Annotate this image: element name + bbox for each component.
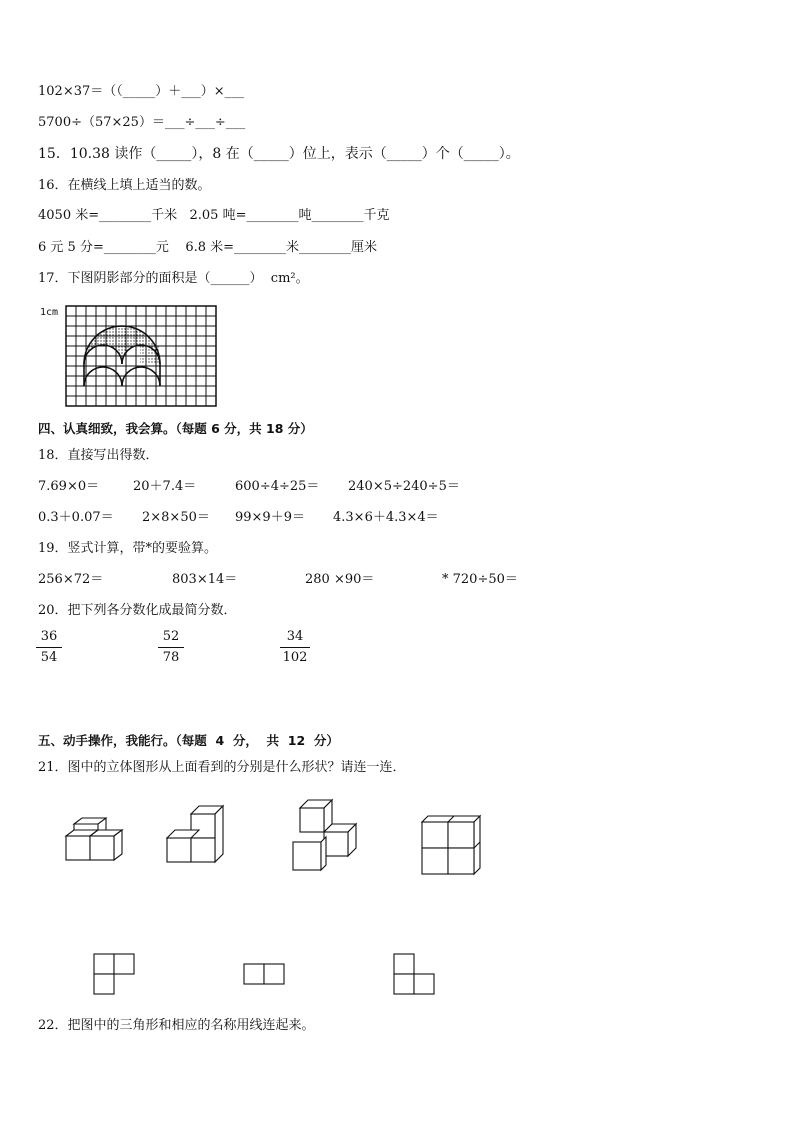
q18-r2-c2: 2×8×50＝ — [142, 510, 210, 525]
shaded-area-grid-figure — [64, 304, 224, 408]
fraction-3-numerator: 34 — [286, 629, 304, 644]
q21-title: 21．图中的立体图形从上面看到的分别是什么形状？请连一连． — [38, 760, 406, 775]
fraction-3 — [280, 628, 310, 667]
q18-r2-c1: 0.3＋0.07＝ — [38, 510, 114, 525]
q14-line2: 5700÷（57×25）＝___÷___÷___ — [38, 115, 246, 130]
fraction-bar — [158, 647, 184, 648]
q19-title: 19．竖式计算，带*的要验算。 — [38, 541, 218, 556]
top-view-1 — [93, 953, 137, 997]
solid-figure-3 — [290, 800, 365, 870]
q20-title: 20．把下列各分数化成最简分数． — [38, 603, 237, 618]
solid-figure-2 — [163, 804, 233, 870]
q14-line1: 102×37＝（（_____）＋___）×___ — [38, 84, 245, 99]
q18-r1-c1: 7.69×0＝ — [38, 479, 100, 494]
q15-text: 15．10.38 读作（_____），8 在（_____）位上，表示（_____）个（_____）。 — [38, 146, 520, 162]
q18-r1-c3: 600÷4÷25＝ — [235, 479, 320, 494]
q18-r1-c4: 240×5÷240÷5＝ — [348, 479, 460, 494]
fraction-1-numerator: 36 — [40, 629, 58, 644]
fraction-bar — [36, 647, 62, 648]
q16-title: 16．在横线上填上适当的数。 — [38, 178, 211, 193]
q19-item-1: 256×72＝ — [38, 572, 104, 587]
fraction-1-denominator: 54 — [40, 650, 58, 665]
q18-r2-c3: 99×9＋9＝ — [235, 510, 305, 525]
top-view-2 — [243, 963, 287, 987]
fraction-2-denominator: 78 — [162, 650, 180, 665]
grid-lines — [66, 306, 216, 406]
q16-line2: 6 元 5 分=________元 6.8 米=________米________厘米 — [38, 240, 378, 255]
q19-item-2: 803×14＝ — [172, 572, 238, 587]
q18-r1-c2: 20＋7.4＝ — [133, 479, 197, 494]
q22-title: 22．把图中的三角形和相应的名称用线连起来。 — [38, 1018, 315, 1033]
solid-figure-4 — [420, 814, 485, 876]
section4-heading: 四、认真细致，我会算。（每题 6 分，共 18 分） — [38, 421, 313, 436]
q18-r2-c4: 4.3×6＋4.3×4＝ — [333, 510, 439, 525]
fraction-1 — [36, 628, 62, 667]
section5-heading: 五、动手操作，我能行。（每题 4 分， 共 12 分） — [38, 733, 339, 748]
fraction-2 — [158, 628, 184, 667]
q16-line1: 4050 米=________千米 2.05 吨=________吨________千克 — [38, 208, 390, 223]
fraction-2-numerator: 52 — [162, 629, 180, 644]
solid-figure-1 — [62, 818, 132, 868]
q18-title: 18．直接写出得数． — [38, 448, 159, 463]
fraction-3-denominator: 102 — [282, 650, 308, 665]
q19-item-3: 280 ×90＝ — [305, 572, 375, 587]
fraction-bar — [280, 647, 310, 648]
grid-unit-label: 1cm — [40, 307, 59, 318]
q19-item-4: * 720÷50＝ — [442, 572, 518, 587]
q17-text: 17．下图阴影部分的面积是（______） cm²。 — [38, 271, 309, 286]
top-view-3 — [393, 953, 437, 997]
